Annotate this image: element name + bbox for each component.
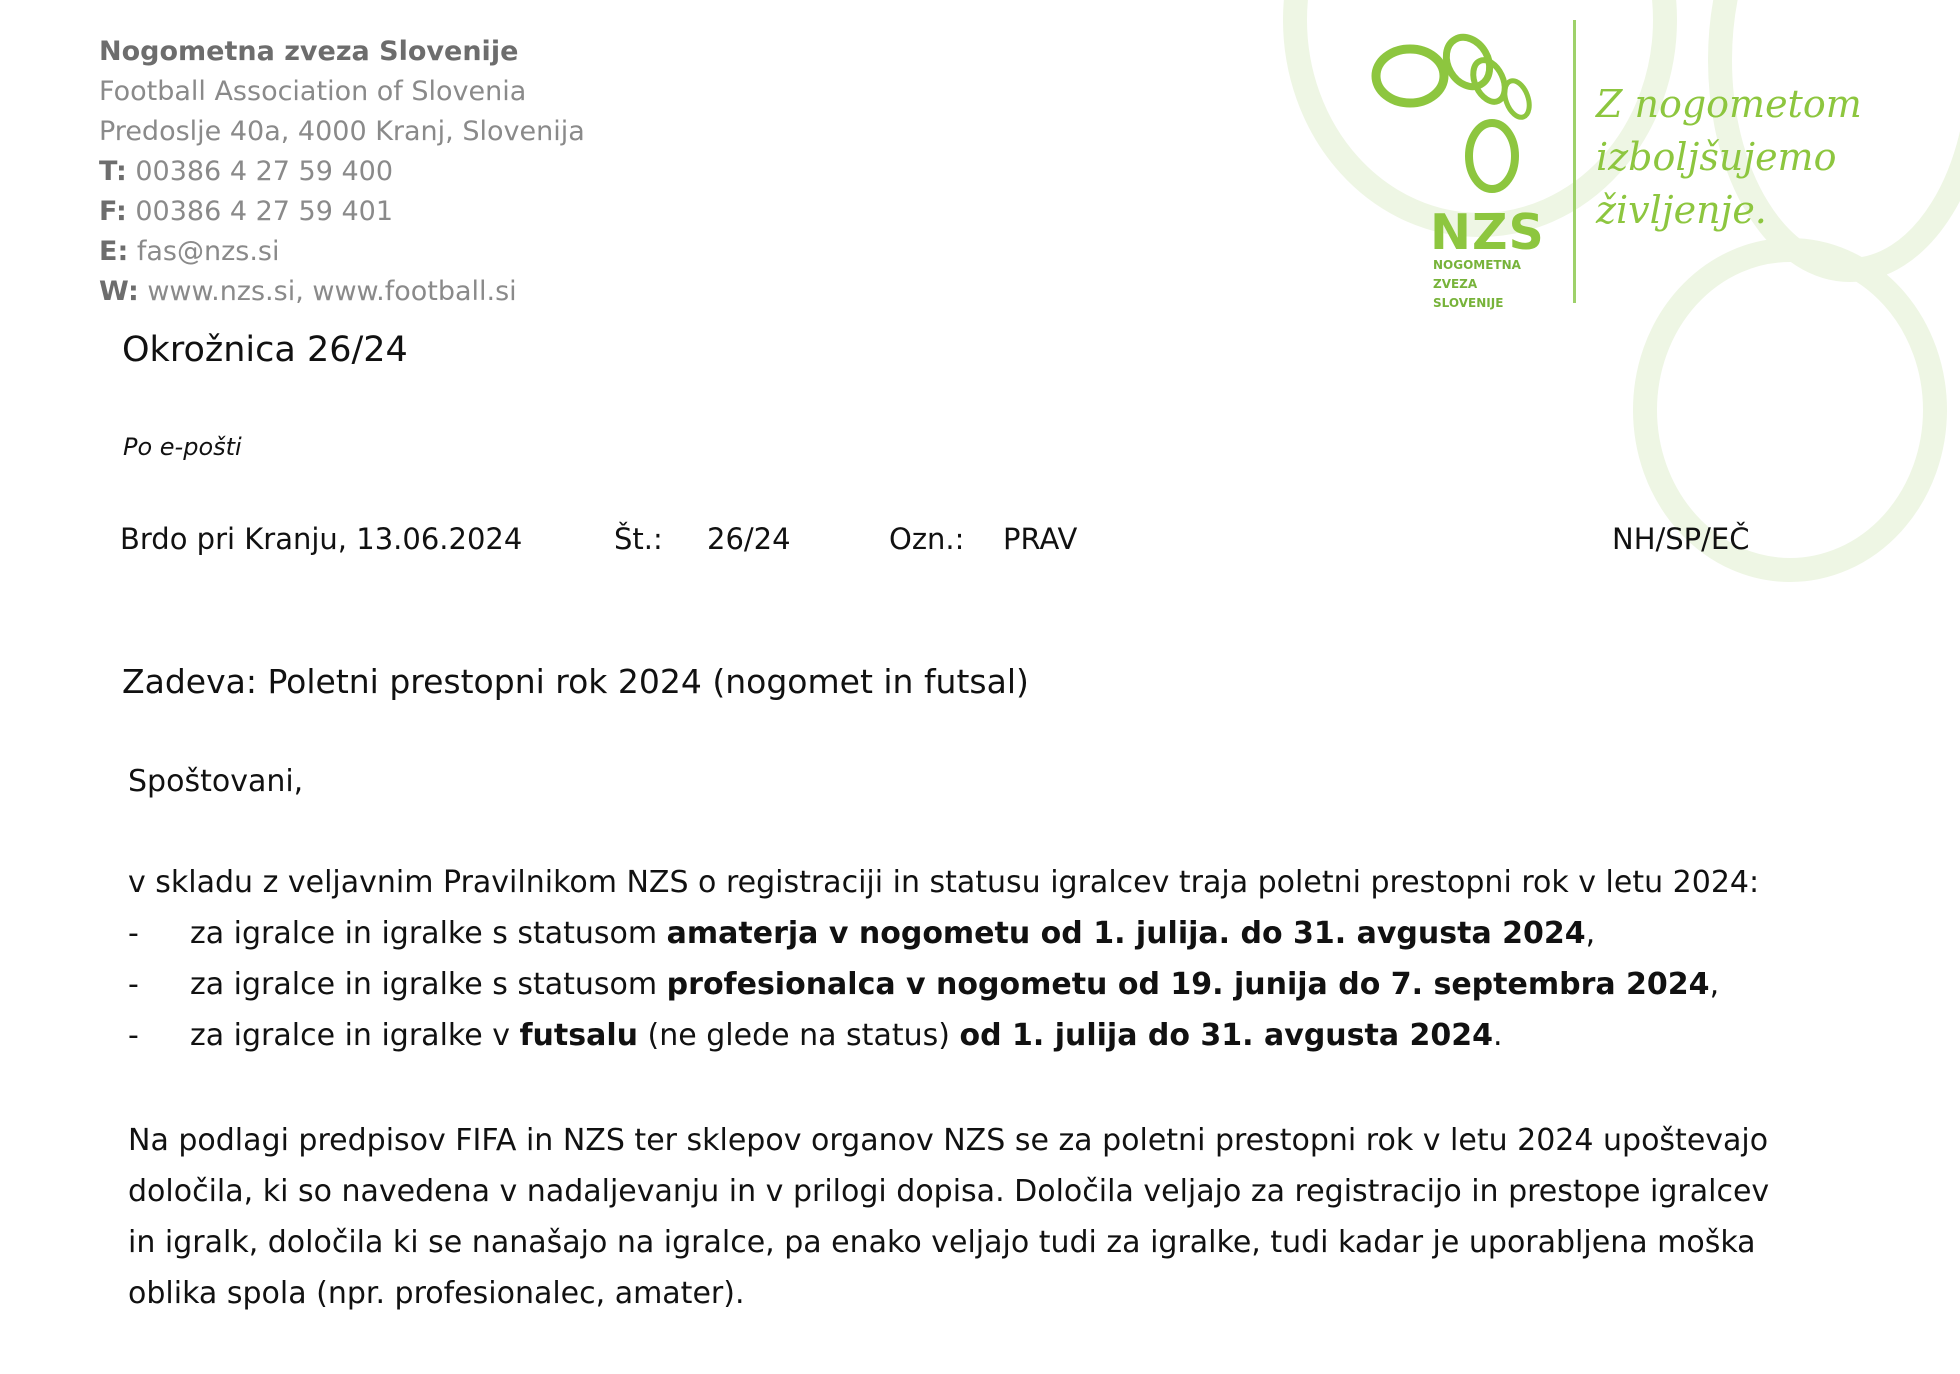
org-name: Nogometna zveza Slovenije: [99, 36, 519, 67]
fax-line: [99, 192, 585, 232]
logo-subtitle: [1433, 256, 1521, 313]
list-item: [128, 1018, 1503, 1053]
bullet-bold: profesionalca v nogometu od 19. junija do 7. septembra 2024: [666, 967, 1710, 1002]
paragraph-line: in igralk, določila ki se nanašajo na igralce, pa enako veljajo tudi za igralke, tudi kadar je uporabljena moška: [128, 1225, 1756, 1260]
phone-value: 00386 4 27 59 400: [135, 156, 393, 187]
bullet-text: za igralce in igralke s statusom: [190, 916, 667, 951]
main-paragraph: [128, 1115, 1769, 1319]
intro-paragraph: v skladu z veljavnim Pravilnikom NZS o registraciji in statusu igralcev traja poletni prestopni rok v letu 2024:: [128, 865, 1760, 900]
list-item: [128, 916, 1595, 951]
logo-sub-line: SLOVENIJE: [1433, 296, 1504, 310]
logo-divider: [1573, 20, 1576, 303]
fax-value: 00386 4 27 59 401: [135, 196, 394, 227]
slogan-line: življenje.: [1596, 188, 1767, 232]
bullet-bold: od 1. julija do 31. avgusta 2024: [959, 1018, 1494, 1053]
bullet-mid: (ne glede na status): [638, 1018, 960, 1053]
place-date: Brdo pri Kranju, 13.06.2024: [120, 522, 523, 556]
slogan-line: izboljšujemo: [1596, 135, 1837, 179]
logo-acronym: NZS: [1430, 204, 1545, 261]
logo-sub-line: NOGOMETNA: [1433, 258, 1521, 272]
bullet-end: ,: [1709, 967, 1720, 1002]
mark-label: Ozn.:: [889, 522, 965, 556]
subject-line: Zadeva: Poletni prestopni rok 2024 (nogomet in futsal): [122, 662, 1029, 701]
slogan: [1596, 78, 1862, 237]
phone-label: T:: [99, 156, 127, 187]
bullet-end: ,: [1585, 916, 1596, 951]
bullet-end: .: [1493, 1018, 1503, 1053]
bullet-text: za igralce in igralke s statusom: [190, 967, 667, 1002]
bullet-dash: -: [128, 916, 139, 951]
org-name-en: Football Association of Slovenia: [99, 76, 527, 107]
delivery-method: Po e-pošti: [123, 433, 242, 461]
number-label: Št.:: [614, 522, 663, 556]
paragraph-line: določila, ki so navedena v nadaljevanju in v prilogi dopisa. Določila veljajo za registracijo in prestope igralcev: [128, 1174, 1770, 1209]
bullet-dash: -: [128, 967, 139, 1002]
email-value: fas@nzs.si: [136, 236, 280, 267]
phone-line: [99, 152, 585, 192]
logo-sub-line: ZVEZA: [1433, 277, 1478, 291]
bullet-bold: futsalu: [519, 1018, 638, 1053]
web-label: W:: [99, 276, 139, 307]
paragraph-line: Na podlagi predpisov FIFA in NZS ter sklepov organov NZS se za poletni prestopni rok v letu 2024 upoštevajo: [128, 1123, 1769, 1158]
web-line: [99, 272, 585, 312]
greeting: Spoštovani,: [128, 764, 304, 799]
bullet-bold: amaterja v nogometu od 1. julija. do 31. avgusta 2024: [666, 916, 1586, 951]
bullet-dash: -: [128, 1018, 139, 1053]
paragraph-line: oblika spola (npr. profesionalec, amater).: [128, 1276, 745, 1311]
email-label: E:: [99, 236, 129, 267]
list-item: [128, 967, 1719, 1002]
org-address: Predoslje 40a, 4000 Kranj, Slovenija: [99, 116, 585, 147]
fax-label: F:: [99, 196, 127, 227]
web-value: www.nzs.si, www.football.si: [147, 276, 517, 307]
number-value: 26/24: [707, 522, 791, 556]
bullet-text: za igralce in igralke v: [190, 1018, 520, 1053]
document-title: Okrožnica 26/24: [122, 330, 408, 370]
slogan-line: Z nogometom: [1596, 82, 1862, 126]
initials: NH/SP/EČ: [1612, 522, 1750, 556]
mark-value: PRAV: [1003, 522, 1078, 556]
letterhead-contact: [99, 32, 585, 312]
email-line: [99, 232, 585, 272]
